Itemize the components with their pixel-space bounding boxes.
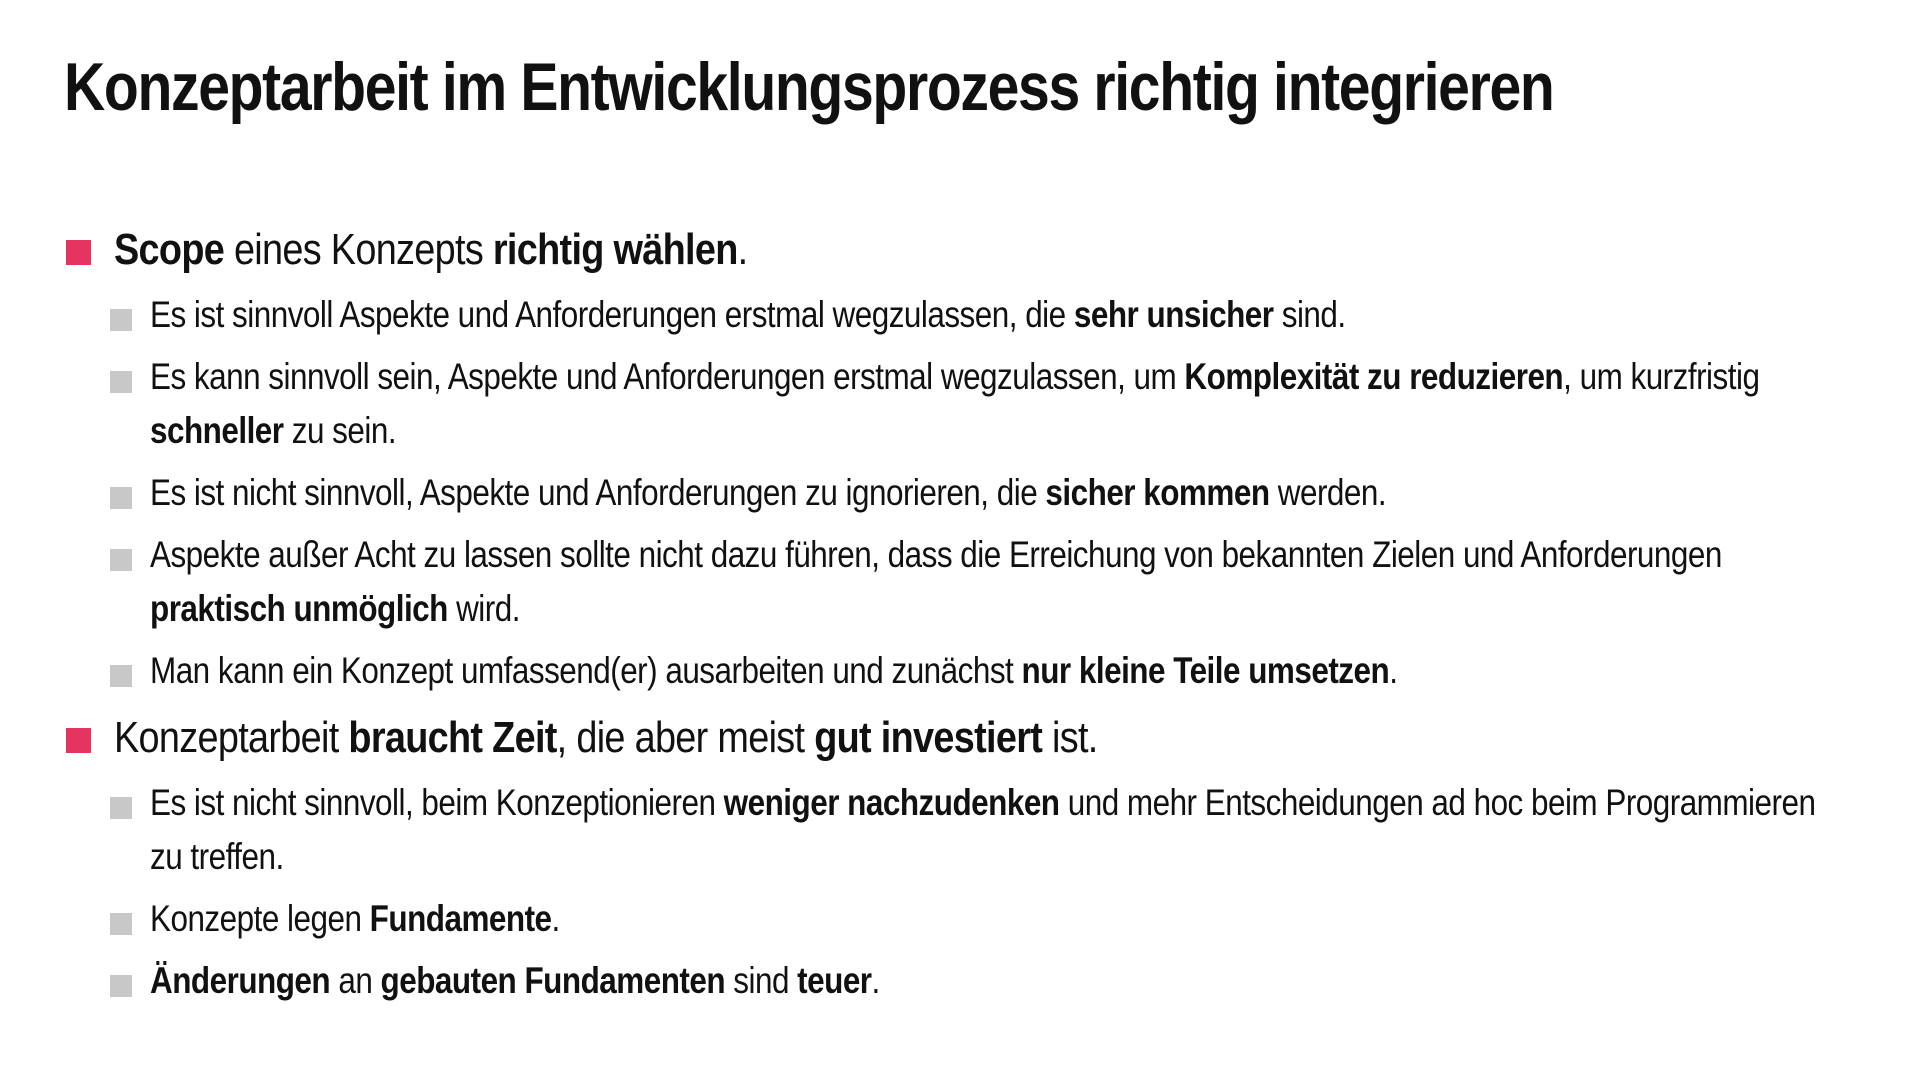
text-run: sind. (1273, 294, 1346, 335)
bold-text: schneller (150, 410, 284, 451)
bullet-level1 (66, 706, 1866, 770)
bold-text: weniger nachzudenken (723, 782, 1060, 823)
bullet-level2 (66, 776, 1866, 884)
bullet-text (150, 466, 1842, 520)
sub-bullet-list (66, 776, 1866, 1008)
bullet-text (150, 350, 1842, 458)
gray-square-bullet-icon (110, 975, 132, 997)
bullet-text (150, 288, 1842, 342)
text-run: . (551, 898, 560, 939)
bold-text: Fundamente (369, 898, 552, 939)
text-run: Es kann sinnvoll sein, Aspekte und Anforderungen erstmal wegzulassen, um (150, 356, 1185, 397)
bullet-text (114, 218, 748, 282)
bold-text: Komplexität zu reduzieren (1184, 356, 1564, 397)
text-run: . (737, 225, 748, 274)
pink-square-bullet-icon (66, 728, 91, 753)
text-run: Es ist nicht sinnvoll, beim Konzeptionieren (150, 782, 724, 823)
sub-bullet-list (66, 288, 1866, 698)
bullet-text (150, 528, 1842, 636)
text-run: Es ist sinnvoll Aspekte und Anforderungen erstmal wegzulassen, die (150, 294, 1074, 335)
bullet-text (150, 644, 1842, 698)
text-run: , die aber meist (556, 713, 815, 762)
bold-text: richtig wählen (492, 225, 738, 274)
bold-text: praktisch unmöglich (150, 588, 448, 629)
bullet-level2 (66, 644, 1866, 698)
text-run: ist. (1042, 713, 1098, 762)
bold-text: gut investiert (814, 713, 1043, 762)
bullet-level2 (66, 528, 1866, 636)
bullet-level2 (66, 954, 1866, 1008)
bold-text: braucht Zeit (348, 713, 557, 762)
bold-text: gebauten Fundamenten (380, 960, 726, 1001)
text-run: an (330, 960, 381, 1001)
bullet-text (114, 706, 1098, 770)
slide-title: Konzeptarbeit im Entwicklungsprozess richtig integrieren (64, 49, 1554, 125)
slide-content (66, 218, 1866, 1016)
bullet-level1 (66, 218, 1866, 282)
text-run: . (1389, 650, 1398, 691)
bold-text: sehr unsicher (1073, 294, 1274, 335)
gray-square-bullet-icon (110, 549, 132, 571)
text-run: sind (725, 960, 798, 1001)
text-run: , um kurzfristig (1563, 356, 1760, 397)
section-time (66, 706, 1866, 1008)
text-run: Konzeptarbeit (114, 713, 349, 762)
gray-square-bullet-icon (110, 913, 132, 935)
text-run: Konzepte legen (150, 898, 370, 939)
bullet-level2 (66, 466, 1866, 520)
text-run: wird. (447, 588, 520, 629)
gray-square-bullet-icon (110, 797, 132, 819)
text-run: . (871, 960, 880, 1001)
text-run: Aspekte außer Acht zu lassen sollte nicht dazu führen, dass die Erreichung von bekannten Zielen und Anforderungen (150, 534, 1722, 575)
text-run: Es ist nicht sinnvoll, Aspekte und Anforderungen zu ignorieren, die (150, 472, 1046, 513)
bullet-text (150, 776, 1842, 884)
bold-text: teuer (797, 960, 872, 1001)
bold-text: Scope (114, 225, 225, 274)
bold-text: nur kleine Teile umsetzen (1021, 650, 1390, 691)
bold-text: sicher kommen (1045, 472, 1270, 513)
pink-square-bullet-icon (66, 240, 91, 265)
gray-square-bullet-icon (110, 309, 132, 331)
bullet-level2 (66, 350, 1866, 458)
text-run: und mehr Entscheidungen ad hoc beim Programmieren zu treffen. (150, 782, 1816, 877)
bullet-text (150, 892, 1842, 946)
bold-text: Änderungen (150, 960, 331, 1001)
text-run: zu sein. (283, 410, 397, 451)
bullet-level2 (66, 892, 1866, 946)
gray-square-bullet-icon (110, 665, 132, 687)
text-run: werden. (1269, 472, 1387, 513)
gray-square-bullet-icon (110, 487, 132, 509)
bullet-text (150, 954, 1842, 1008)
text-run: eines Konzepts (224, 225, 493, 274)
text-run: Man kann ein Konzept umfassend(er) ausarbeiten und zunächst (150, 650, 1022, 691)
section-scope (66, 218, 1866, 698)
gray-square-bullet-icon (110, 371, 132, 393)
bullet-level2 (66, 288, 1866, 342)
